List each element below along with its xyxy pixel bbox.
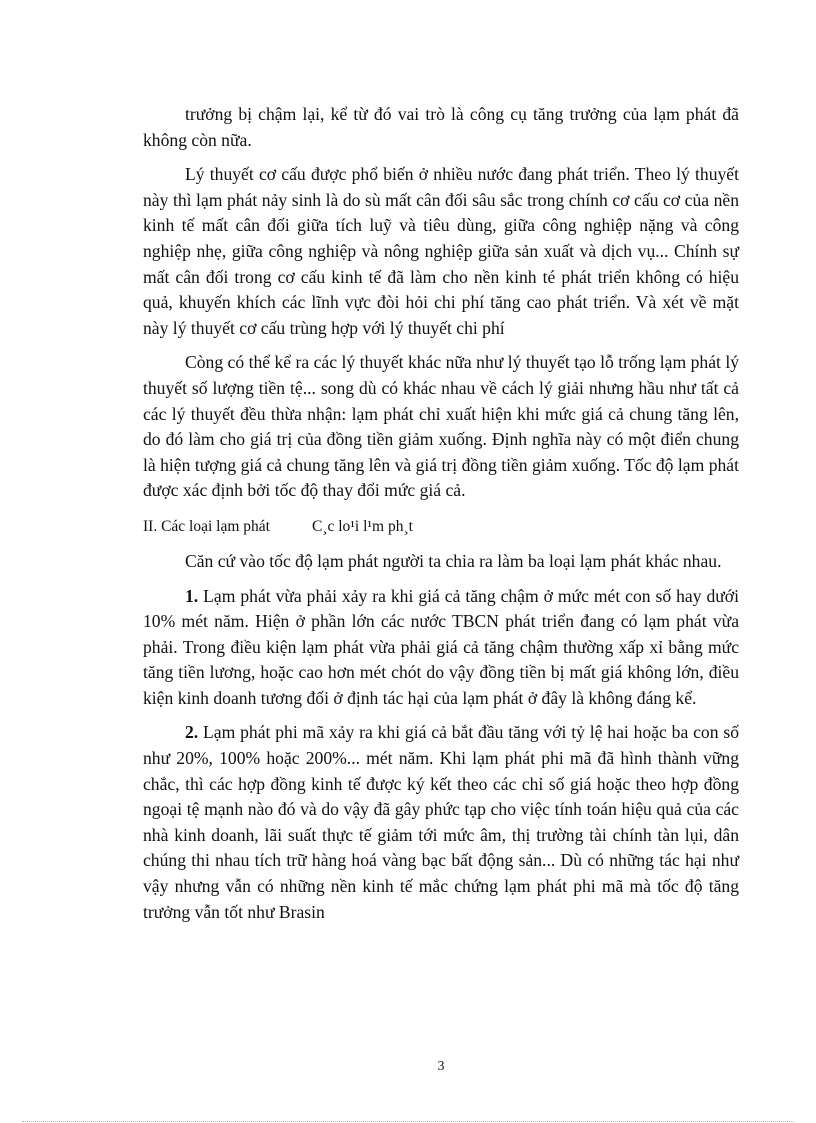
page-number: 3 <box>437 1059 445 1074</box>
paragraph-other-theories: Còng có thể kể ra các lý thuyết khác nữa như lý thuyết tạo lỗ trống lạm phát lý thuyết số lượng tiền tệ... song dù có khác nhau về cách lý giải nhưng hầu như tất cả các lý thuyết đều thừa nhận: lạm phát chỉ xuất hiện khi mức giá cả chung tăng lên, do đó làm cho giá trị của đồng tiền giảm xuống. Định nghĩa này có một điển chung là hiện tượng giá cả chung tăng lên và giá trị đồng tiền giảm xuống. Tốc độ lạm phát được xác định bởi tốc độ thay đổi mức giá cả. <box>143 352 739 501</box>
paragraph-intro: Căn cứ vào tốc độ lạm phát người ta chia ra làm ba loại lạm phát khác nhau. <box>185 550 722 571</box>
section-heading-garbled-text: C¸c lo¹i l¹m ph¸t <box>311 517 413 535</box>
section-heading <box>143 516 739 538</box>
list-item-galloping-inflation <box>143 720 739 925</box>
list-item-moderate-inflation <box>143 584 739 712</box>
page-bottom-divider <box>22 1121 794 1122</box>
item-number: 1. <box>185 585 199 606</box>
page-content <box>143 102 739 934</box>
paragraph-structural-theory: Lý thuyết cơ cấu được phổ biến ở nhiều nước đang phát triển. Theo lý thuyết này thì lạm phát nảy sinh là do sù mất cân đối sâu sắc trong chính cơ cấu cơ của nền kinh tế mất cân đối giữa tích luỹ và tiêu dùng, giữa công nghiệp nặng và công nghiệp nhẹ, giữa công nghiệp và nông nghiệp giữa sản xuất và dịch vụ... Chính sự mất cân đối trong cơ cấu kinh tế đã làm cho nền kinh té phát triển không có hiệu quả, khuyến khích các lĩnh vực đòi hỏi chi phí tăng cao phát triển. Và xét về mặt này lý thuyết cơ cấu trùng hợp với lý thuyết chi phí <box>143 164 739 338</box>
item-number: 2. <box>185 722 199 743</box>
item-text: Lạm phát vừa phải xảy ra khi giá cả tăng chậm ở mức mét con số hay dưới 10% mét năm. Hiện ở phần lớn các nước TBCN phát triển đang có lạm phát vừa phải. Trong điều kiện lạm phát vừa phải giá cả tăng chậm thường xấp xỉ bằng mức tăng tiền lương, hoặc cao hơn mét chót do vậy đồng tiền bị mất giá không lớn, điều kiện kinh doanh tương đối ở định tác hại của lạm phát ở đây là không đáng kể. <box>143 585 739 708</box>
item-text: Lạm phát phi mã xảy ra khi giá cả bắt đầu tăng với tỷ lệ hai hoặc ba con số như 20%, 100% hoặc 200%... mét năm. Khi lạm phát phi mã đã hình thành vững chắc, thì các hợp đồng kinh tế được ký kết theo các chỉ số giá hoặc theo hợp đồng ngoại tệ mạnh nào đó và do vậy đã gây phức tạp cho việc tính toán hiệu quả của các nhà kinh doanh, lãi suất thực tế giảm tới mức âm, thị trường tài chính tàn lụi, dân chúng thi nhau tích trữ hàng hoá vàng bạc bất động sản... Dù có những tác hại như vậy nhưng vẫn có những nền kinh tế mắc chứng lạm phát phi mã mà tốc độ tăng trưởng vẫn tốt như Brasin <box>143 722 739 922</box>
section-heading-text: II. Các loại lạm phát <box>143 517 270 535</box>
paragraph-continuation: trưởng bị chậm lại, kể từ đó vai trò là công cụ tăng trưởng của lạm phát đã không còn nữa. <box>143 104 739 150</box>
